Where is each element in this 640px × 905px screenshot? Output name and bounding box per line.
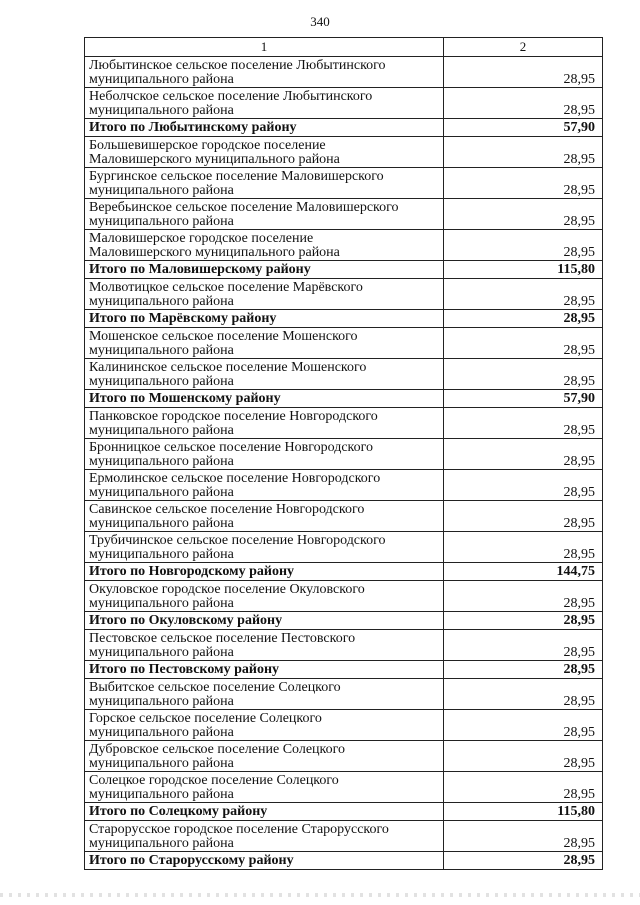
settlement-name-line: Итого по Солецкому району (89, 803, 268, 819)
amount-cell: 28,95 (444, 408, 603, 439)
table-row-total (85, 310, 603, 328)
settlement-name-line: Итого по Пестовскому району (89, 661, 280, 677)
settlement-name-line: Веребьинское сельское поселение Маловишерского (89, 200, 399, 215)
column-header-2: 2 (444, 38, 603, 57)
settlement-name-cell (85, 612, 444, 630)
amount-cell: 28,95 (444, 532, 603, 563)
settlement-name-line: Маловишерского муниципального района (89, 245, 340, 260)
settlement-name-line: Бронницкое сельское поселение Новгородского (89, 440, 374, 455)
settlement-name-line: муниципального района (89, 836, 234, 851)
settlement-name-cell (85, 310, 444, 328)
table-body (85, 57, 603, 870)
amount-cell: 57,90 (444, 390, 603, 408)
settlement-name-cell (85, 119, 444, 137)
amount-cell: 28,95 (444, 470, 603, 501)
settlement-name-line: Солецкое городское поселение Солецкого (89, 773, 339, 788)
settlement-name-cell (85, 563, 444, 581)
settlement-name-line: Итого по Новгородскому району (89, 563, 295, 579)
settlement-name-line: Любытинское сельское поселение Любытинского (89, 58, 386, 73)
settlement-name-cell (85, 328, 444, 359)
settlement-name-cell (85, 630, 444, 661)
settlement-name-line: Пестовское сельское поселение Пестовского (89, 631, 356, 646)
settlement-name-line: Итого по Марёвскому району (89, 310, 277, 326)
amount-cell: 28,95 (444, 630, 603, 661)
settlement-name-line: Маловишерское городское поселение (89, 231, 314, 246)
settlement-name-line: муниципального района (89, 454, 234, 469)
amount-cell: 28,95 (444, 710, 603, 741)
table-row (85, 408, 603, 439)
settlement-name-cell (85, 470, 444, 501)
table-row (85, 470, 603, 501)
table-row-total (85, 661, 603, 679)
settlement-name-line: Итого по Старорусскому району (89, 852, 294, 868)
table-row-total (85, 612, 603, 630)
settlement-name-line: Итого по Маловишерскому району (89, 261, 311, 277)
amount-cell: 28,95 (444, 310, 603, 328)
settlement-name-cell (85, 532, 444, 563)
settlement-name-line: муниципального района (89, 787, 234, 802)
table-row (85, 501, 603, 532)
amount-cell: 28,95 (444, 821, 603, 852)
table-row (85, 230, 603, 261)
settlement-name-line: Окуловское городское поселение Окуловского (89, 582, 365, 597)
amount-cell: 28,95 (444, 612, 603, 630)
table-row (85, 168, 603, 199)
table-row-total (85, 852, 603, 870)
amount-cell: 28,95 (444, 852, 603, 870)
column-header-1: 1 (85, 38, 444, 57)
amount-cell: 28,95 (444, 328, 603, 359)
amount-cell: 57,90 (444, 119, 603, 137)
table-row (85, 328, 603, 359)
settlement-name-cell (85, 661, 444, 679)
amount-cell: 28,95 (444, 168, 603, 199)
settlement-name-line: Неболчское сельское поселение Любытинского (89, 89, 373, 104)
table-row (85, 57, 603, 88)
amount-cell: 28,95 (444, 439, 603, 470)
table-row-total (85, 563, 603, 581)
settlement-name-cell (85, 359, 444, 390)
settlement-name-line: Итого по Мошенскому району (89, 390, 281, 406)
settlement-name-cell (85, 741, 444, 772)
table-row (85, 630, 603, 661)
settlement-name-cell (85, 88, 444, 119)
settlement-name-line: Большевишерское городское поселение (89, 138, 326, 153)
settlement-name-line: Выбитское сельское поселение Солецкого (89, 680, 341, 695)
amount-cell: 144,75 (444, 563, 603, 581)
settlement-name-cell (85, 710, 444, 741)
amount-cell: 28,95 (444, 661, 603, 679)
amount-cell: 28,95 (444, 501, 603, 532)
settlement-name-cell (85, 390, 444, 408)
settlement-name-cell (85, 679, 444, 710)
settlement-name-line: муниципального района (89, 725, 234, 740)
table-row-total (85, 261, 603, 279)
settlement-name-line: муниципального района (89, 72, 234, 87)
amount-cell: 28,95 (444, 230, 603, 261)
settlement-name-cell (85, 408, 444, 439)
settlement-name-line: Савинское сельское поселение Новгородского (89, 502, 365, 517)
settlement-name-line: муниципального района (89, 485, 234, 500)
table-row-total (85, 119, 603, 137)
settlement-name-line: муниципального района (89, 694, 234, 709)
table-row (85, 821, 603, 852)
settlement-name-line: Итого по Окуловскому району (89, 612, 283, 628)
table-row (85, 710, 603, 741)
settlement-name-line: муниципального района (89, 516, 234, 531)
amount-cell: 28,95 (444, 88, 603, 119)
table-row (85, 279, 603, 310)
settlement-name-cell (85, 168, 444, 199)
settlement-name-line: Молвотицкое сельское поселение Марёвского (89, 280, 363, 295)
settlement-name-line: Старорусское городское поселение Старорусского (89, 822, 389, 837)
settlement-name-line: Горское сельское поселение Солецкого (89, 711, 322, 726)
table-row (85, 679, 603, 710)
table-row (85, 439, 603, 470)
amount-cell: 28,95 (444, 581, 603, 612)
settlement-name-line: муниципального района (89, 423, 234, 438)
settlement-name-line: муниципального района (89, 547, 234, 562)
settlement-name-cell (85, 772, 444, 803)
settlement-name-cell (85, 137, 444, 168)
amount-cell: 28,95 (444, 199, 603, 230)
settlement-name-line: муниципального района (89, 645, 234, 660)
allocation-table (84, 37, 603, 870)
table-row-total (85, 803, 603, 821)
settlement-name-cell (85, 439, 444, 470)
table-row (85, 137, 603, 168)
page-number: 340 (310, 14, 330, 29)
settlement-name-line: муниципального района (89, 374, 234, 389)
table-row (85, 581, 603, 612)
amount-cell: 115,80 (444, 261, 603, 279)
amount-cell: 28,95 (444, 279, 603, 310)
settlement-name-line: Мошенское сельское поселение Мошенского (89, 329, 358, 344)
settlement-name-cell (85, 852, 444, 870)
settlement-name-line: Дубровское сельское поселение Солецкого (89, 742, 346, 757)
table-row (85, 88, 603, 119)
settlement-name-cell (85, 501, 444, 532)
amount-cell: 28,95 (444, 57, 603, 88)
table-row (85, 741, 603, 772)
table-header-row (85, 38, 603, 57)
table-row (85, 772, 603, 803)
settlement-name-line: муниципального района (89, 103, 234, 118)
table-row (85, 359, 603, 390)
amount-cell: 115,80 (444, 803, 603, 821)
settlement-name-line: муниципального района (89, 183, 234, 198)
settlement-name-line: Трубичинское сельское поселение Новгородского (89, 533, 386, 548)
amount-cell: 28,95 (444, 741, 603, 772)
amount-cell: 28,95 (444, 137, 603, 168)
table-row (85, 532, 603, 563)
settlement-name-line: Калининское сельское поселение Мошенского (89, 360, 367, 375)
settlement-name-line: Итого по Любытинскому району (89, 119, 297, 135)
table-row (85, 199, 603, 230)
settlement-name-cell (85, 803, 444, 821)
table-row-total (85, 390, 603, 408)
scan-noise (0, 893, 640, 897)
settlement-name-line: муниципального района (89, 596, 234, 611)
settlement-name-line: Ермолинское сельское поселение Новгородского (89, 471, 381, 486)
settlement-name-line: Маловишерского муниципального района (89, 152, 340, 167)
settlement-name-cell (85, 230, 444, 261)
settlement-name-line: Панковское городское поселение Новгородского (89, 409, 378, 424)
settlement-name-line: муниципального района (89, 756, 234, 771)
amount-cell: 28,95 (444, 679, 603, 710)
amount-cell: 28,95 (444, 359, 603, 390)
settlement-name-line: муниципального района (89, 294, 234, 309)
settlement-name-line: муниципального района (89, 214, 234, 229)
settlement-name-cell (85, 279, 444, 310)
settlement-name-cell (85, 581, 444, 612)
settlement-name-line: муниципального района (89, 343, 234, 358)
settlement-name-cell (85, 261, 444, 279)
settlement-name-cell (85, 821, 444, 852)
settlement-name-cell (85, 57, 444, 88)
settlement-name-line: Бургинское сельское поселение Маловишерского (89, 169, 384, 184)
settlement-name-cell (85, 199, 444, 230)
amount-cell: 28,95 (444, 772, 603, 803)
